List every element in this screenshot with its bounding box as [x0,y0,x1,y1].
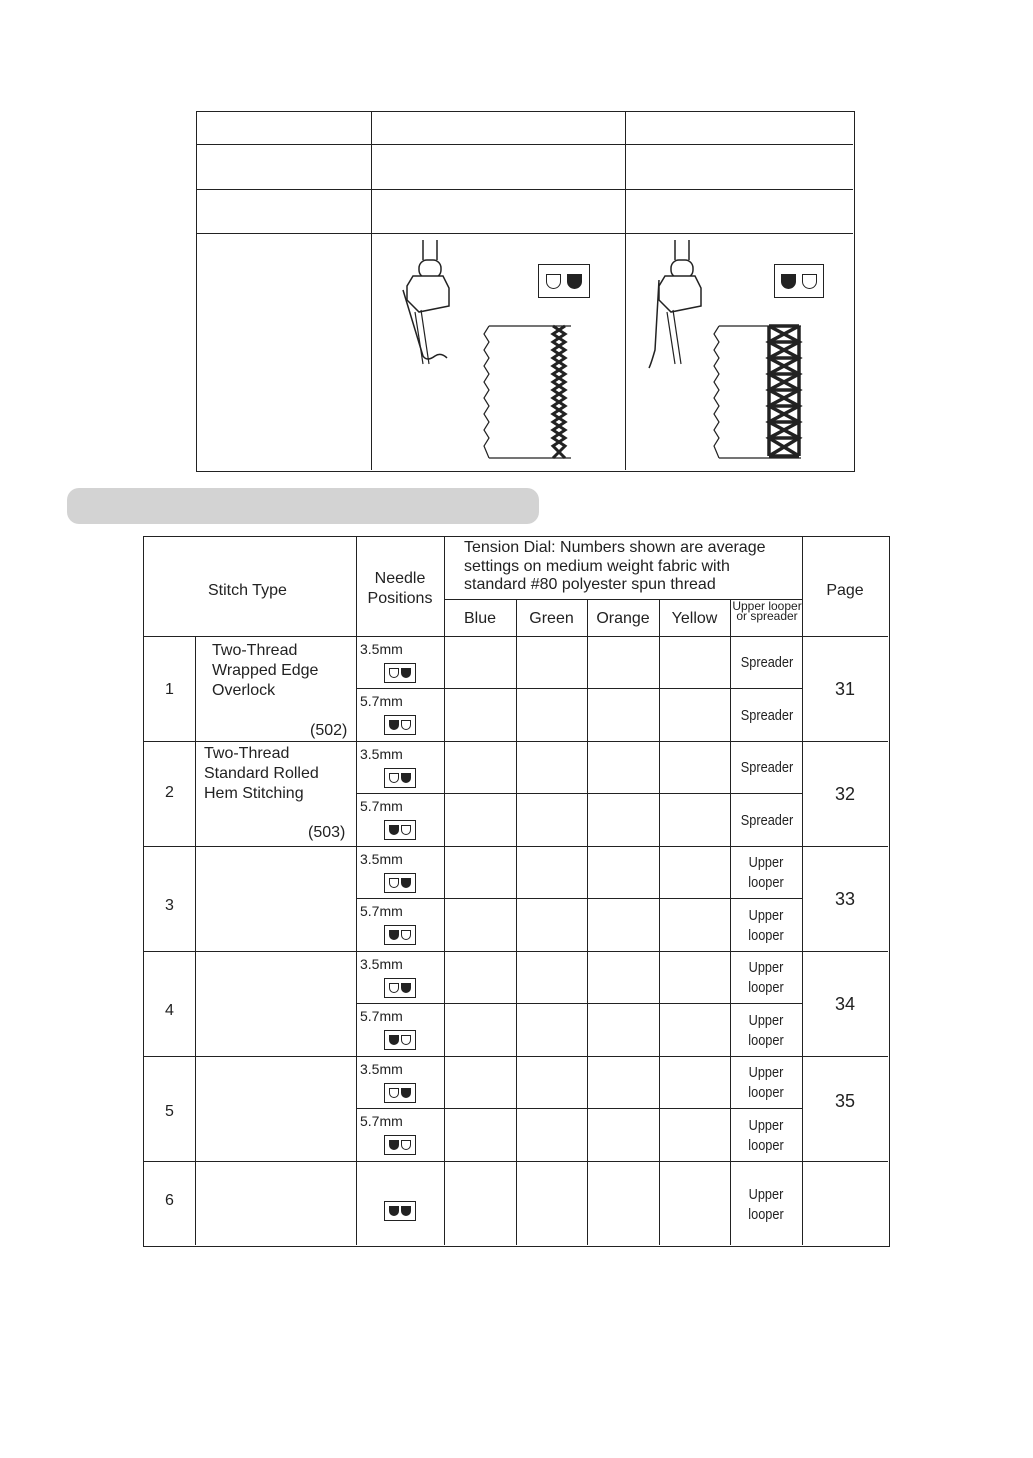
overlock-stitch-sample [481,322,576,462]
looper-value: Upper looper [748,854,784,891]
needle-mm: 3.5mm [360,746,403,762]
looper-value: Spreader [740,812,794,829]
looper-value: Upper looper [748,1012,784,1049]
needle-mm: 3.5mm [360,956,403,972]
page-number: 35 [834,1091,856,1111]
stitch-name-line: Standard Rolled [204,765,319,782]
needle-mm: 3.5mm [360,641,403,657]
needle-mm: 3.5mm [360,851,403,867]
tension-settings-table [143,536,890,1247]
stitch-code: (503) [308,824,346,841]
page-number: 33 [834,889,856,909]
overlock-stitch-sample [711,322,806,462]
looper-value: Spreader [740,759,794,776]
needle-mm: 5.7mm [360,693,403,709]
needle-mm: 5.7mm [360,903,403,919]
page-number: 32 [834,784,856,804]
stitch-name-line: Overlock [212,682,276,699]
row-number: 5 [165,1103,174,1120]
needle-position-icon [384,1201,416,1221]
stitch-name-line: Two-Thread [212,642,298,659]
needle-position-icon [384,1030,416,1050]
header-stitch-type: Stitch Type [208,582,287,599]
stitch-name-line: Hem Stitching [204,785,304,802]
row-number: 1 [165,681,174,698]
page-number: 31 [834,679,856,699]
needle-position-icon [384,715,416,735]
needle-position-icon [384,1135,416,1155]
sewing-needle-diagram [393,240,473,370]
page-number: 34 [834,994,856,1014]
header-yellow: Yellow [671,610,718,627]
looper-value: Upper looper [748,1117,784,1154]
needle-mm: 5.7mm [360,1113,403,1129]
header-page: Page [826,582,864,599]
needle-position-icon [774,264,824,298]
needle-position-icon [384,768,416,788]
needle-mm: 5.7mm [360,1008,403,1024]
looper-value: Spreader [740,707,794,724]
looper-value: Upper looper [748,959,784,996]
looper-value: Spreader [740,654,794,671]
needle-mm: 5.7mm [360,798,403,814]
header-green: Green [529,610,574,627]
row-number: 4 [165,1002,174,1019]
header-blue: Blue [463,610,497,627]
needle-position-icon [384,663,416,683]
needle-position-icon [384,1083,416,1103]
looper-value: Upper looper [748,1064,784,1101]
stitch-code: (502) [310,722,348,739]
row-number: 6 [165,1192,174,1209]
row-number: 3 [165,897,174,914]
header-needle-positions: Needle Positions [367,570,433,607]
row-number: 2 [165,784,174,801]
needle-position-icon [384,873,416,893]
looper-value: Upper looper [748,1186,784,1223]
looper-value: Upper looper [748,907,784,944]
header-looper: Upper looper or spreader [732,599,802,623]
section-banner [67,488,539,524]
header-tension-note: Tension Dial: Numbers shown are average settings on medium weight fabric with standard #80 polyester spun thread [464,539,766,593]
needle-position-icon [384,820,416,840]
stitch-illustration-table [196,111,855,472]
needle-position-icon [384,925,416,945]
stitch-name-line: Two-Thread [204,745,290,762]
needle-position-icon [384,978,416,998]
stitch-name-line: Wrapped Edge [212,662,319,679]
needle-mm: 3.5mm [360,1061,403,1077]
header-orange: Orange [596,610,650,627]
needle-position-icon [538,264,590,298]
